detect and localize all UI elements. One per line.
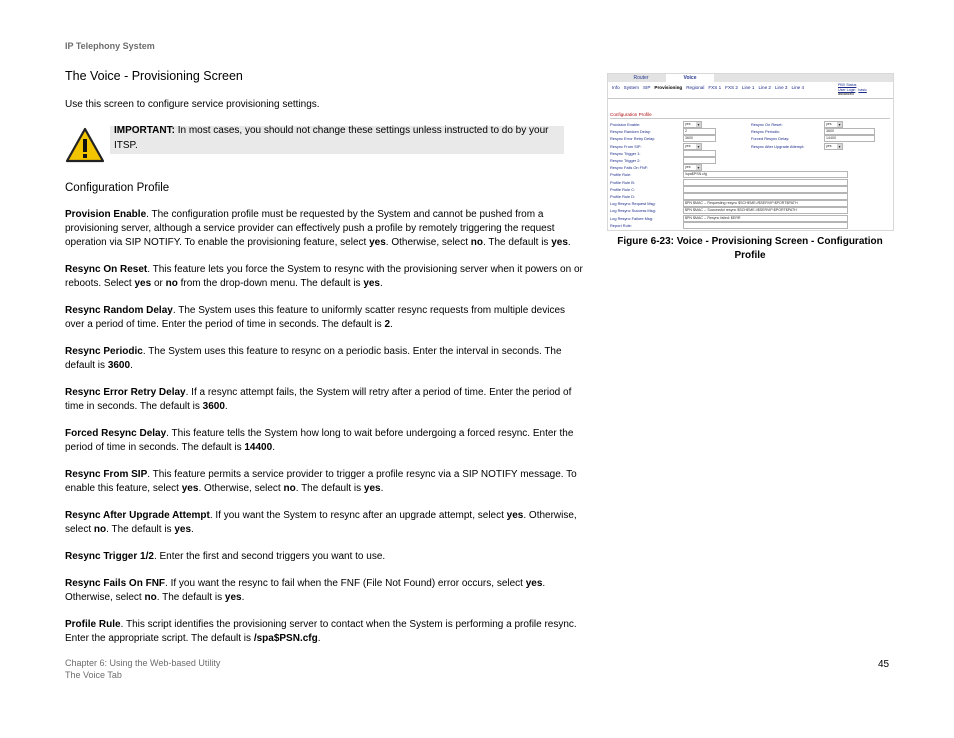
footer-section: The Voice Tab — [65, 669, 122, 680]
figure-section-title: Configuration Profile — [610, 112, 652, 117]
paragraph-text: . — [390, 319, 393, 330]
default-value: yes — [551, 237, 568, 248]
default-value: /spa$PSN.cfg — [253, 633, 318, 644]
paragraph-term: Resync Fails On FNF — [65, 578, 166, 589]
paragraph — [65, 304, 587, 332]
paragraph-text: . The default is — [295, 483, 364, 494]
paragraph-term: Resync From SIP — [65, 469, 148, 480]
subtab-item[interactable]: FXS 1 — [708, 85, 722, 90]
paragraph-term: Resync After Upgrade Attempt — [65, 510, 210, 521]
paragraph-text: . — [272, 442, 275, 453]
advanced-link[interactable]: advanced — [838, 92, 854, 96]
field-select[interactable]: yes ▾ — [824, 121, 843, 128]
field-label: Resync Periodic: — [751, 129, 781, 135]
paragraph — [65, 577, 587, 605]
field-label: Resync Trigger 2: — [610, 158, 641, 163]
default-value: 2 — [384, 319, 390, 330]
figure-screenshot — [607, 73, 894, 231]
page-title: The Voice - Provisioning Screen — [65, 69, 243, 83]
paragraph-term: Profile Rule — [65, 619, 121, 630]
paragraph-text: . This feature permits a service provider to trigger a profile resync via a SIP NOTIFY message. To enable this feature, select — [65, 469, 577, 494]
paragraph — [65, 345, 587, 373]
field-input[interactable]: 14400 — [824, 135, 875, 142]
subtab-item[interactable]: System — [623, 85, 639, 90]
paragraph-text: . If a resync attempt fails, the System will retry after a period of time. Enter the period of time in seconds. The default is — [65, 387, 572, 412]
field-input[interactable]: $PN $MAC -- Requesting resync $SCHEME://$SERVIP:$PORT$PATH — [683, 200, 848, 207]
field-label: Resync Random Delay: — [610, 129, 651, 135]
paragraph-text: . The default is — [483, 237, 552, 248]
warning-icon — [65, 127, 105, 163]
paragraph-text: . — [567, 237, 571, 248]
figure-caption: Figure 6-23: Voice - Provisioning Screen - Configuration Profile — [617, 236, 883, 261]
field-input[interactable] — [683, 193, 848, 200]
default-value: yes — [363, 278, 380, 289]
field-input[interactable] — [683, 222, 848, 229]
paragraph-text: . Otherwise, select — [385, 237, 471, 248]
paragraph — [65, 427, 587, 455]
default-value: 3600 — [107, 360, 131, 371]
field-input[interactable]: 3600 — [683, 135, 716, 142]
field-select[interactable]: yes ▾ — [683, 164, 702, 171]
field-input[interactable]: 2 — [683, 128, 716, 135]
subtab-item[interactable]: Line 3 — [774, 85, 788, 90]
paragraph-text: . The default is — [106, 524, 175, 535]
separator — [608, 98, 893, 99]
field-label: Resync On Reset: — [751, 122, 783, 127]
paragraph — [65, 263, 587, 291]
paragraph-text: . — [380, 483, 384, 494]
paragraph-text: . Otherwise, select — [198, 483, 284, 494]
field-label: Resync From SIP: — [610, 143, 642, 149]
default-value: yes — [525, 578, 543, 589]
subtab-item[interactable]: Line 2 — [758, 85, 771, 90]
field-input[interactable]: $PN $MAC -- Successful resync $SCHEME://$SERVIP:$PORT$PATH — [683, 207, 848, 214]
paragraph-text: . — [380, 278, 383, 289]
default-value: yes — [134, 278, 152, 289]
paragraph-text: . This feature tells the System how long to wait before undergoing a forced resync. Enter the period of time in seconds. The default is — [65, 428, 574, 453]
default-value: no — [165, 278, 178, 289]
paragraph-text: . Enter the first and second triggers you want to use. — [153, 551, 386, 562]
subtab-item[interactable]: Line 4 — [791, 85, 805, 90]
field-input[interactable] — [683, 150, 716, 157]
default-value: no — [283, 483, 296, 494]
field-input[interactable]: /spa$PSN.cfg — [683, 171, 848, 178]
paragraph — [65, 509, 587, 537]
field-input[interactable] — [683, 179, 848, 186]
field-label: Report Rule: — [610, 222, 632, 228]
paragraph — [65, 550, 587, 564]
paragraph-text: . The System uses this feature to uniformly scatter resync requests from multiple devices over a period of time. Enter the period of time in seconds. The default is — [65, 305, 566, 330]
field-label: Profile Rule D: — [610, 194, 636, 199]
paragraph-term: Resync Random Delay — [65, 305, 173, 316]
basic-link[interactable]: basic — [858, 87, 867, 92]
section-title: Configuration Profile — [65, 182, 170, 194]
paragraph — [65, 468, 587, 496]
paragraph-text: or — [151, 278, 166, 289]
paragraph-text: . — [317, 633, 321, 644]
running-header: IP Telephony System — [65, 41, 155, 51]
paragraph-term: Provision Enable — [65, 209, 147, 220]
field-label: Forced Resync Delay: — [751, 136, 790, 142]
default-value: no — [93, 524, 107, 535]
field-input[interactable] — [683, 157, 716, 164]
paragraph-text: from the drop-down menu. The default is — [177, 278, 364, 289]
field-input[interactable] — [683, 186, 848, 193]
important-label: IMPORTANT: — [114, 125, 175, 136]
paragraph-text: . This feature lets you force the System to resync with the provisioning server when it powers on or reboots. Select — [65, 264, 583, 289]
paragraph-text: . The default is — [156, 592, 225, 603]
default-value: yes — [506, 510, 524, 521]
subtab-item[interactable]: SIP — [643, 85, 651, 90]
user-links — [838, 83, 867, 97]
field-label: Resync Trigger 1: — [610, 150, 641, 156]
field-label: Log Resync Failure Msg: — [610, 215, 654, 221]
paragraph-term: Resync Error Retry Delay — [65, 387, 186, 398]
subtab-item[interactable]: Provisioning — [654, 85, 683, 90]
paragraph-text: . If you want the System to resync after an upgrade attempt, select — [209, 510, 507, 521]
default-value: no — [144, 592, 157, 603]
user-login-link[interactable]: User Login — [838, 87, 856, 92]
paragraph-term: Resync Periodic — [65, 346, 143, 357]
field-select[interactable]: yes ▾ — [683, 121, 702, 128]
field-select[interactable]: yes ▾ — [824, 143, 843, 150]
paragraph-text: . — [191, 524, 194, 535]
paragraph — [65, 208, 587, 250]
important-text — [114, 124, 554, 153]
field-label: Resync Error Retry Delay: — [610, 136, 656, 142]
field-label: Resync Fails On FNF: — [610, 165, 649, 171]
paragraph-text: . — [241, 592, 245, 603]
subtab-item[interactable]: Regional — [686, 85, 705, 90]
subtab-item[interactable]: Line 1 — [741, 85, 755, 90]
paragraph-text: . The System uses this feature to resync on a periodic basis. Enter the interval in seconds. The default is — [65, 346, 562, 371]
default-value: no — [470, 237, 484, 248]
field-label: Log Resync Success Msg: — [610, 208, 656, 214]
footer — [65, 658, 220, 681]
paragraph-term: Resync On Reset — [65, 264, 148, 275]
footer-chapter: Chapter 6: Using the Web-based Utility — [65, 658, 221, 668]
field-input[interactable]: 3600 — [824, 128, 875, 135]
default-value: yes — [174, 524, 192, 535]
field-input[interactable]: $PN $MAC -- Resync failed: $ERR — [683, 215, 848, 222]
default-value: yes — [224, 592, 242, 603]
paragraph-text: . The configuration profile must be requested by the System and cannot be pushed from a provisioning server, although a service provider can effectively push a profile by remotely triggering the request operation via SIP NOTIFY. To enable the provisioning feature, select — [65, 209, 555, 248]
default-value: yes — [363, 483, 381, 494]
intro-text: Use this screen to configure service provisioning settings. — [65, 99, 320, 110]
tab-voice[interactable]: Voice — [666, 74, 714, 82]
paragraph-text: . Otherwise, select — [65, 578, 546, 603]
body-text — [65, 208, 587, 659]
field-label: Profile Rule C: — [610, 186, 636, 192]
paragraph — [65, 618, 587, 646]
default-value: 14400 — [244, 442, 273, 453]
page-number: 45 — [878, 659, 890, 670]
important-body: In most cases, you should not change these settings unless instructed to do by your ITSP. — [114, 125, 549, 151]
field-label: Resync After Upgrade Attempt: — [751, 143, 805, 149]
default-value: yes — [181, 483, 199, 494]
default-value: yes — [369, 237, 386, 248]
subtab-item[interactable]: FXS 2 — [725, 85, 738, 90]
important-note — [65, 123, 565, 160]
paragraph-text: . This script identifies the provisioning server to contact when the System is performing a profile resync. Enter the appropriate script. The default is — [65, 619, 577, 644]
paragraph — [65, 386, 587, 414]
section-divider — [610, 118, 890, 119]
field-label: Provision Enable: — [610, 122, 641, 127]
tab-router[interactable]: Router — [633, 75, 649, 81]
field-label: Profile Rule B: — [610, 179, 635, 185]
field-label: Profile Rule: — [610, 172, 632, 178]
paragraph-term: Forced Resync Delay — [65, 428, 167, 439]
field-label: Log Resync Request Msg: — [610, 201, 656, 207]
paragraph-text: . If you want the resync to fail when the FNF (File Not Found) error occurs, select — [165, 578, 526, 589]
paragraph-term: Resync Trigger 1/2 — [65, 551, 154, 562]
pbx-status-link[interactable]: PBX Status — [838, 83, 857, 87]
default-value: 3600 — [202, 401, 225, 412]
paragraph-text: . — [224, 401, 228, 412]
paragraph-text: . — [130, 360, 133, 371]
main-tab-bar — [608, 74, 893, 82]
paragraph-text: . Otherwise, select — [65, 510, 577, 535]
field-select[interactable]: yes ▾ — [683, 143, 702, 150]
subtab-item[interactable]: Info — [612, 85, 620, 90]
